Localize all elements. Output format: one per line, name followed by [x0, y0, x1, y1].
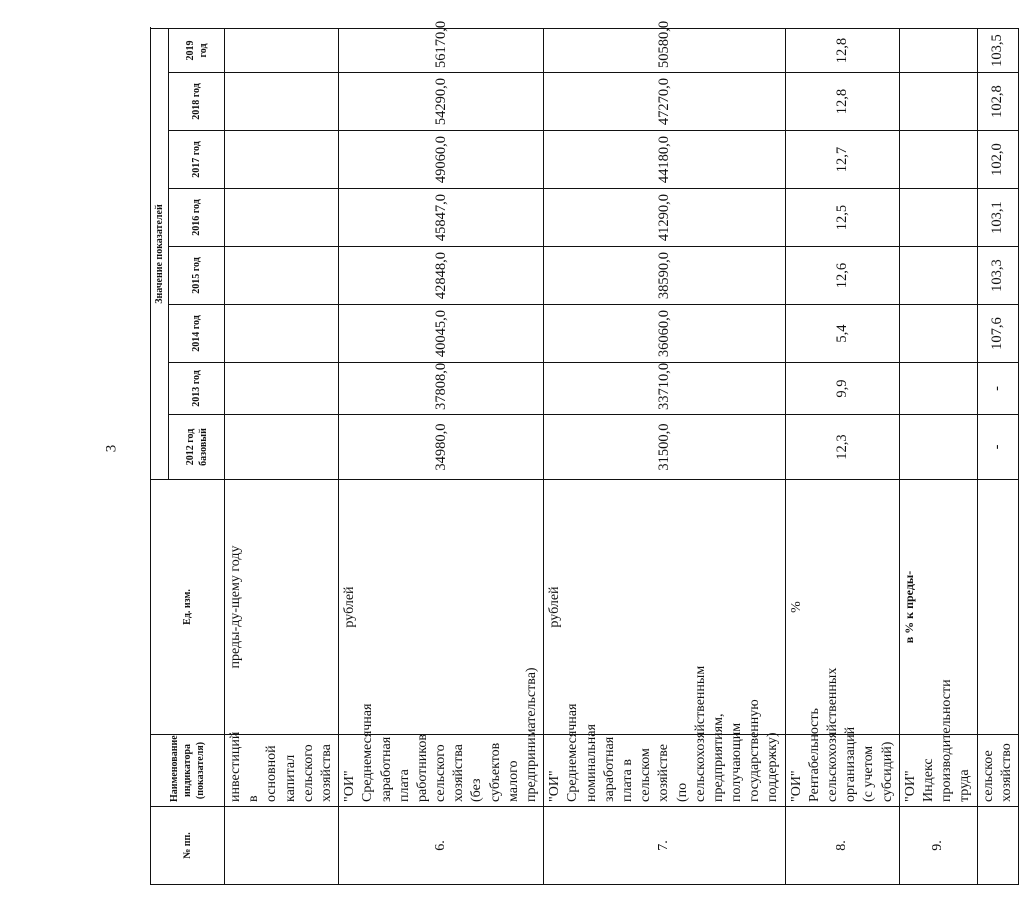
row-value: 103,1 — [977, 189, 1018, 247]
row-value: 45847,0 — [339, 189, 544, 247]
row-value: 42848,0 — [339, 247, 544, 305]
row-value: 9,9 — [785, 363, 899, 415]
table-row — [544, 29, 785, 885]
row-value — [225, 189, 339, 247]
row-value — [899, 29, 977, 73]
row-value: 103,3 — [977, 247, 1018, 305]
row-value — [225, 131, 339, 189]
row-no — [977, 807, 1018, 885]
table-row — [225, 29, 339, 885]
row-value: 33710,0 — [544, 363, 785, 415]
row-value — [899, 305, 977, 363]
row-value: 47270,0 — [544, 73, 785, 131]
row-name: "ОИ" Среднемесячная номинальная заработная плата в сельском хозяйстве (по сельскохозяйственным предприятиям, получающим государственную поддержку) — [544, 735, 785, 807]
header-unit: Ед. изм. — [151, 480, 225, 735]
row-unit: в % к преды- — [899, 480, 977, 735]
row-value: 12,6 — [785, 247, 899, 305]
row-name: "ОИ" Рентабельность сельскохозяйственных организаций (с учетом субсидий) — [785, 735, 899, 807]
row-no: 9. — [899, 807, 977, 885]
row-value: 12,3 — [785, 415, 899, 480]
row-value: 102,8 — [977, 73, 1018, 131]
header-values-group: Значение показателей — [151, 29, 169, 480]
row-value: - — [977, 415, 1018, 480]
row-value: 44180,0 — [544, 131, 785, 189]
header-year: 2017 год — [169, 131, 225, 189]
row-value: 107,6 — [977, 305, 1018, 363]
header-year: 2018 год — [169, 73, 225, 131]
row-value — [225, 305, 339, 363]
row-unit: преды-ду-щему году — [225, 480, 339, 735]
row-value — [899, 247, 977, 305]
row-no — [225, 807, 339, 885]
row-value — [225, 415, 339, 480]
row-unit: рублей — [544, 480, 785, 735]
row-no: 6. — [339, 807, 544, 885]
row-value: - — [977, 363, 1018, 415]
row-no: 7. — [544, 807, 785, 885]
row-unit: рублей — [339, 480, 544, 735]
header-no: № пп. — [151, 807, 225, 885]
row-name: "ОИ" Индекс производительности труда — [899, 735, 977, 807]
row-unit — [977, 480, 1018, 735]
row-value: 54290,0 — [339, 73, 544, 131]
header-year: 2015 год — [169, 247, 225, 305]
row-value: 103,5 — [977, 29, 1018, 73]
row-value: 49060,0 — [339, 131, 544, 189]
row-value: 12,8 — [785, 29, 899, 73]
row-value: 5,4 — [785, 305, 899, 363]
header-year: 2019 год — [169, 29, 225, 73]
row-no: 8. — [785, 807, 899, 885]
row-value — [225, 29, 339, 73]
row-unit: % — [785, 480, 899, 735]
row-value: 56170,0 — [339, 29, 544, 73]
table-row — [899, 29, 977, 885]
row-value: 38590,0 — [544, 247, 785, 305]
row-value — [899, 189, 977, 247]
row-value — [225, 73, 339, 131]
row-value: 102,0 — [977, 131, 1018, 189]
row-value — [225, 363, 339, 415]
row-value — [899, 363, 977, 415]
row-value: 12,7 — [785, 131, 899, 189]
row-value: 37808,0 — [339, 363, 544, 415]
table-row — [339, 29, 544, 885]
rotated-table-container — [150, 20, 1014, 885]
row-name: инвестиций в основной капитал сельского хозяйства — [225, 735, 339, 807]
row-value: 36060,0 — [544, 305, 785, 363]
header-year: 2012 год базовый — [169, 415, 225, 480]
row-value — [899, 131, 977, 189]
header-year: 2014 год — [169, 305, 225, 363]
page-number: 3 — [103, 444, 120, 453]
row-name: "ОИ" Среднемесячная заработная плата работников сельского хозяйства (без субъектов малого предпринимательства) — [339, 735, 544, 807]
row-value — [899, 415, 977, 480]
row-value: 50580,0 — [544, 29, 785, 73]
row-value: 12,5 — [785, 189, 899, 247]
header-name: Наименование индикатора (показателя) — [151, 735, 225, 807]
row-name: сельское хозяйство — [977, 735, 1018, 807]
header-year: 2016 год — [169, 189, 225, 247]
row-value — [225, 247, 339, 305]
table-row — [977, 29, 1018, 885]
row-value — [899, 73, 977, 131]
table-row — [785, 29, 899, 885]
header-year: 2013 год — [169, 363, 225, 415]
row-value: 41290,0 — [544, 189, 785, 247]
indicators-table — [150, 20, 1019, 885]
row-value: 40045,0 — [339, 305, 544, 363]
row-value: 34980,0 — [339, 415, 544, 480]
row-value: 31500,0 — [544, 415, 785, 480]
row-value: 12,8 — [785, 73, 899, 131]
